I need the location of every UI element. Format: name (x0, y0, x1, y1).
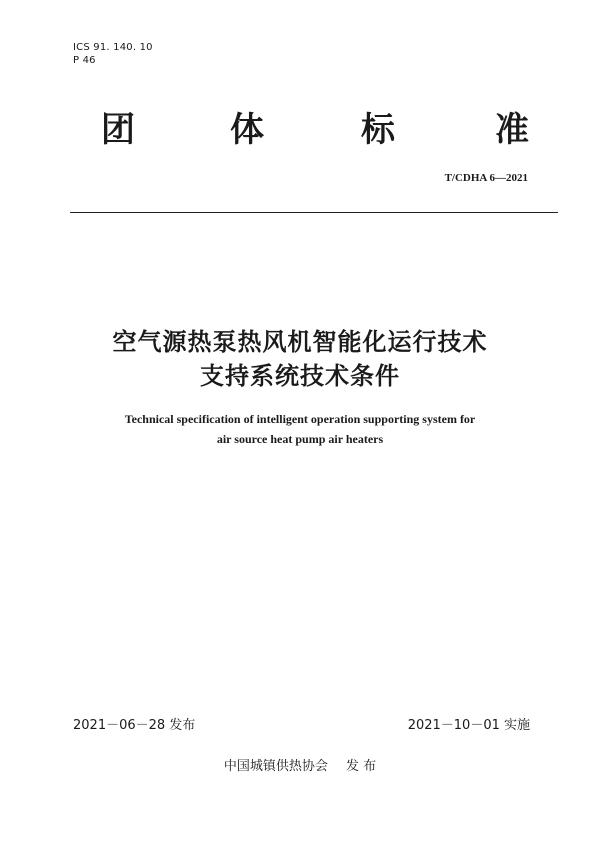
chinese-title-line-2: 支持系统技术条件 (200, 362, 400, 390)
title-char-3: 标 (361, 110, 395, 150)
classification-codes (73, 41, 153, 67)
english-title (0, 409, 600, 449)
ccs-code: P 46 (73, 55, 96, 66)
title-char-4: 准 (495, 110, 529, 150)
ics-code: ICS 91. 140. 10 (73, 42, 153, 53)
publisher-name: 中国城镇供热协会 (223, 759, 328, 774)
title-char-2: 体 (230, 110, 264, 150)
title-char-1: 团 (101, 110, 135, 150)
english-title-line-2: air source heat pump air heaters (216, 432, 384, 446)
issue-date: 2021－06－28 发布 (73, 718, 196, 733)
english-title-line-1: Technical specification of intelligent operation supporting system for (124, 412, 476, 426)
publish-word: 发 布 (345, 759, 377, 774)
chinese-title (0, 325, 600, 393)
header-divider (70, 212, 558, 213)
standard-number: T/CDHA 6—2021 (444, 172, 528, 184)
chinese-title-line-1: 空气源热泵热风机智能化运行技术 (112, 328, 488, 356)
publisher-line (0, 755, 600, 774)
implementation-date: 2021－10－01 实施 (407, 718, 530, 733)
document-type-title (0, 110, 600, 158)
